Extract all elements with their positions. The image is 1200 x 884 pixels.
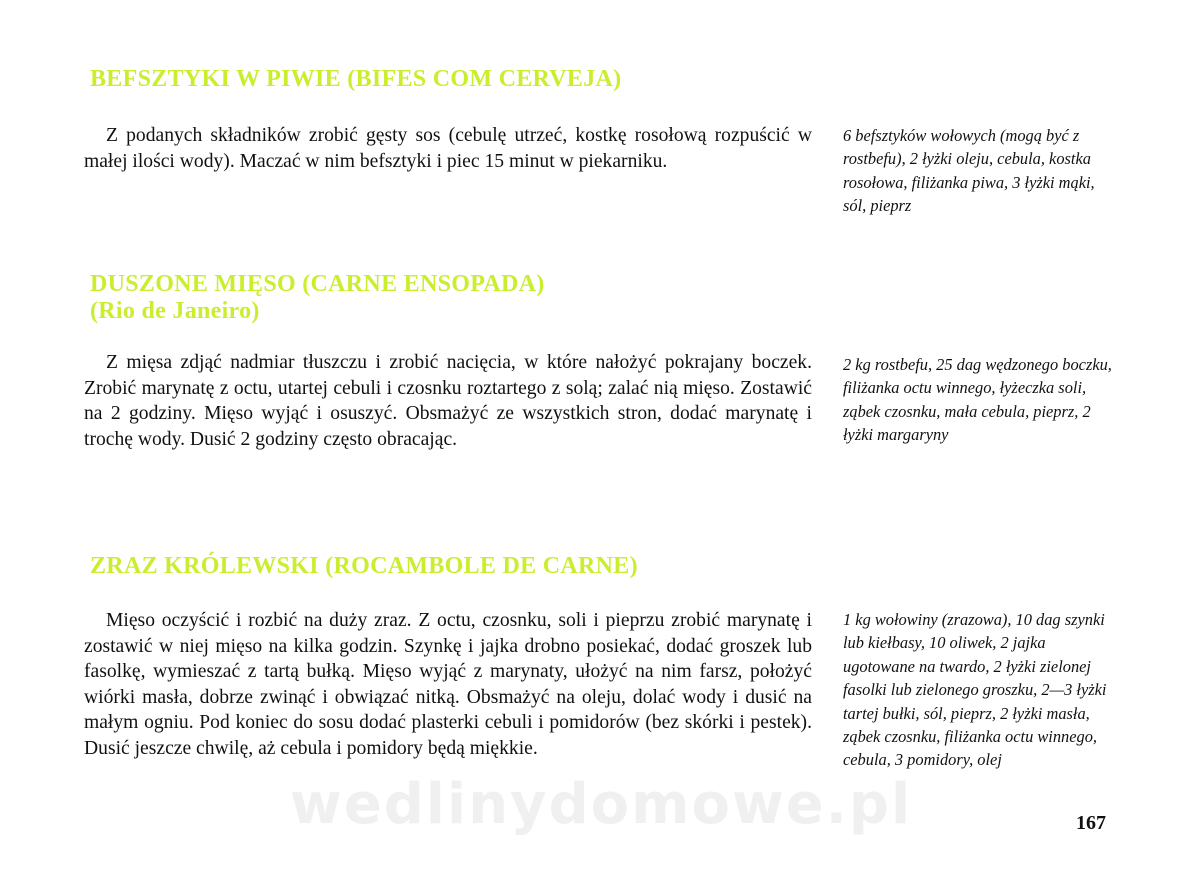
page-number: 167 xyxy=(1076,812,1106,834)
recipe-ingredients-befsztyki: 6 befsztyków wołowych (mogą być z rostbefu), 2 łyżki oleju, cebula, kostka rosołowa, filiżanka piwa, 3 łyżki mąki, sól, pieprz xyxy=(843,126,1095,216)
recipe-instructions-duszone-mieso: Z mięsa zdjąć nadmiar tłuszczu i zrobić nacięcia, w które nałożyć pokrajany boczek. Zrobić marynatę z octu, utartej cebuli i czosnku roztartego z solą; zalać nią mięso. Zostawić na 2 godziny. Mięso wyjąć i osuszyć. Obsmażyć ze wszystkich stron, dodać marynatę i trochę wody. Dusić 2 godziny często obracając. xyxy=(84,352,812,450)
recipe-ingredients-zraz-krolewski: 1 kg wołowiny (zrazowa), 10 dag szynki lub kiełbasy, 10 oliwek, 2 jajka ugotowane na twardo, 2 łyżki zielonej fasolki lub zielonego groszku, 2—3 łyżki tartej bułki, sól, pieprz, 2 łyżki masła, ząbek czosnku, filiżanka octu winnego, cebula, 3 pomidory, olej xyxy=(843,610,1107,770)
recipe-instructions-befsztyki: Z podanych składników zrobić gęsty sos (cebulę utrzeć, kostkę rosołową rozpuścić w małej ilości wody). Maczać w nim befsztyki i piec 15 minut w piekarniku. xyxy=(84,125,812,172)
recipe-title-line: ZRAZ KRÓLEWSKI (ROCAMBOLE DE CARNE) xyxy=(90,553,638,579)
recipe-title-line: BEFSZTYKI W PIWIE (BIFES COM CERVEJA) xyxy=(90,66,622,92)
recipe-subtitle-location: (Rio de Janeiro) xyxy=(90,298,260,324)
recipe-ingredients-duszone-mieso: 2 kg rostbefu, 25 dag wędzonego boczku, filiżanka octu winnego, łyżeczka soli, ząbek czosnku, mała cebula, pieprz, 2 łyżki margaryny xyxy=(843,355,1112,445)
recipe-title-duszone-mieso xyxy=(90,271,545,325)
watermark: wedlinydomowe.pl xyxy=(290,772,913,837)
recipe-title-line: DUSZONE MIĘSO (CARNE ENSOPADA) xyxy=(90,271,545,297)
recipe-instructions-zraz-krolewski: Mięso oczyścić i rozbić na duży zraz. Z octu, czosnku, soli i pieprzu zrobić marynatę i zostawić w niej mięso na kilka godzin. Szynkę i jajka drobno posiekać, dodać groszek lub fasolkę, wymieszać z tartą bułką. Mięso wyjąć z marynaty, ułożyć na nim farsz, położyć wiórki masła, dobrze zwinąć i obwiązać nitką. Obsmażyć na oleju, dolać wody i dusić na małym ogniu. Pod koniec do sosu dodać plasterki cebuli i pomidorów (bez skórki i pestek). Dusić jeszcze chwilę, aż cebula i pomidory będą miękkie. xyxy=(84,610,812,759)
recipe-title-befsztyki xyxy=(90,66,621,93)
recipe-title-zraz-krolewski xyxy=(90,553,638,580)
